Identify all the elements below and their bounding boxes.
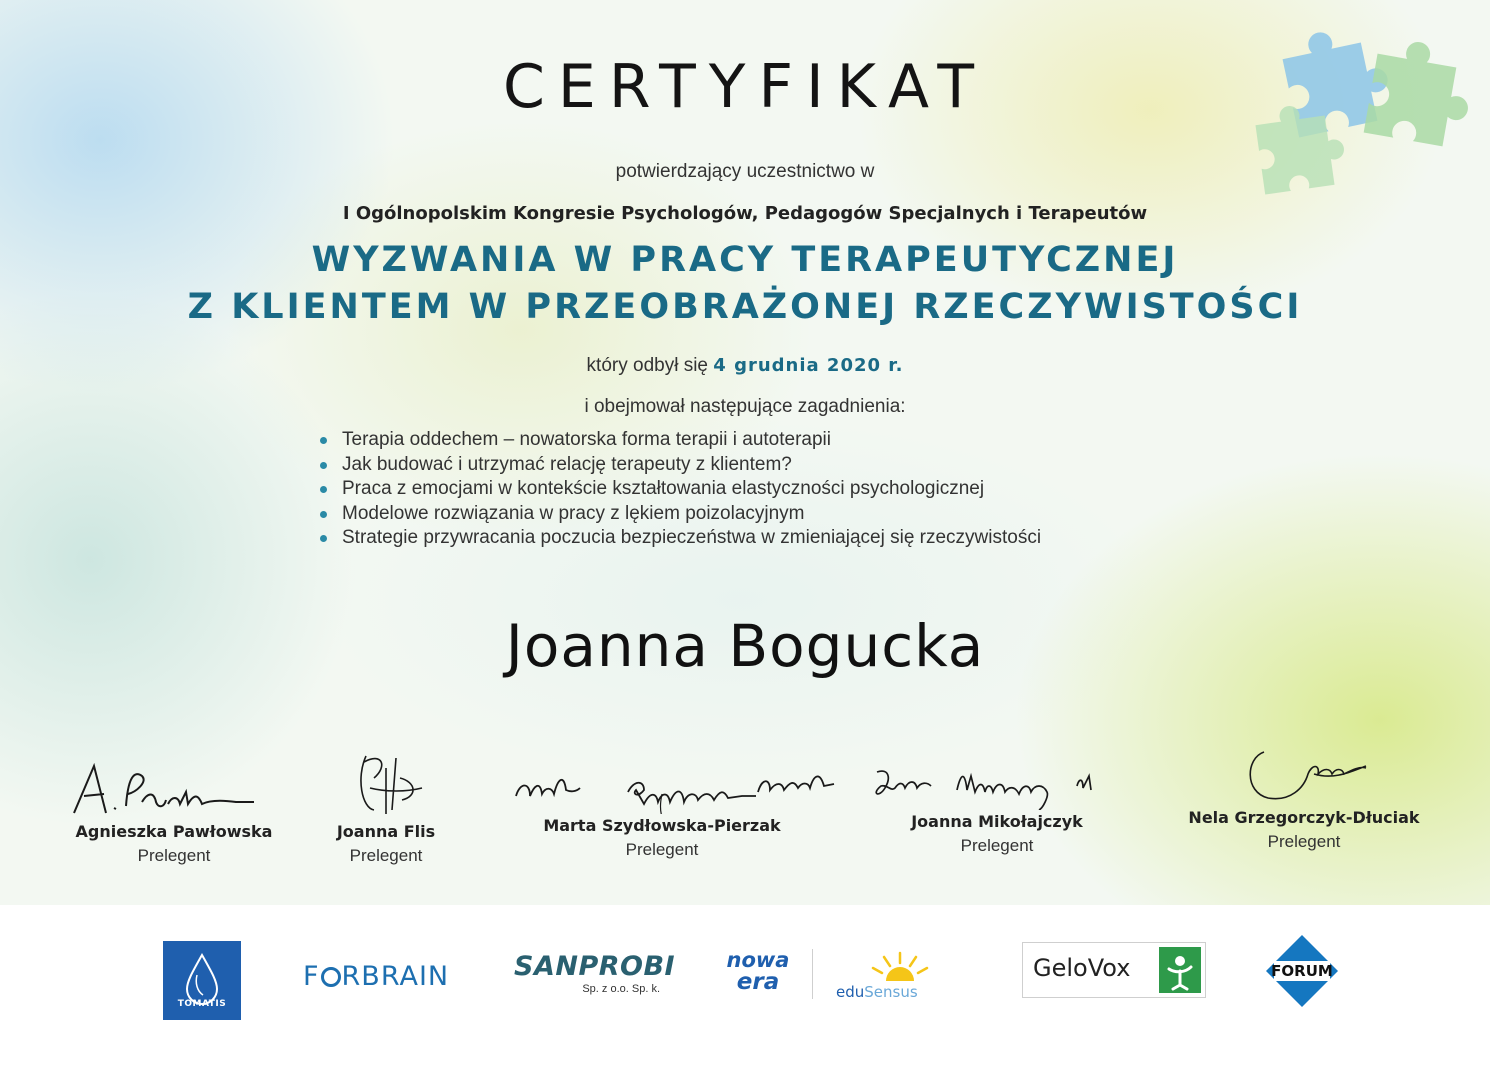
- topics-intro: i obejmował następujące zagadnienia:: [584, 396, 906, 417]
- sponsor-logos-bar: [0, 905, 1490, 1080]
- event-heading-line1: WYZWANIA W PRACY TERAPEUTYCZNEJ: [311, 240, 1179, 280]
- topics-list: [318, 428, 1041, 551]
- signature-image: [1194, 744, 1414, 806]
- logo-divider: [812, 949, 813, 999]
- gelovox-figure-icon: [1159, 947, 1201, 993]
- forum-logo: [1266, 935, 1338, 1007]
- signatory-role: Prelegent: [1267, 832, 1341, 851]
- sanprobi-logo: [514, 951, 676, 995]
- forbrain-rest: RBRAIN: [341, 961, 450, 992]
- sun-icon: [836, 951, 956, 985]
- signature-block: [847, 764, 1147, 856]
- signature-block: [236, 748, 536, 866]
- nowa-era-word1: nowa: [726, 948, 790, 972]
- signature-image: [847, 764, 1147, 810]
- signatory-name: Agnieszka Pawłowska: [75, 822, 273, 841]
- nowa-era-logo: [722, 949, 794, 993]
- signature-image: [326, 748, 446, 820]
- tomatis-logo: [163, 941, 241, 1020]
- signatory-role: Prelegent: [349, 846, 423, 865]
- bullet-icon: [320, 486, 327, 493]
- edusensus-logo: [836, 951, 956, 1001]
- topic-text: Praca z emocjami w kontekście kształtowania elastyczności psychologicznej: [342, 478, 985, 499]
- signatory-name: Joanna Flis: [336, 822, 436, 841]
- forbrain-f: F: [303, 961, 320, 992]
- signatory-role: Prelegent: [137, 846, 211, 865]
- date-prefix: który odbył się: [586, 355, 708, 376]
- nowa-era-word2: era: [736, 969, 780, 995]
- sanprobi-wordmark: SANPROBI: [514, 951, 676, 982]
- sanprobi-company-type: Sp. z o.o. Sp. k.: [582, 983, 660, 995]
- signature-image: [512, 762, 852, 814]
- bullet-icon: [320, 437, 327, 444]
- bullet-icon: [320, 511, 327, 518]
- bullet-icon: [320, 462, 327, 469]
- edusensus-wordmark: eduSensus: [836, 983, 918, 1001]
- topic-text: Strategie przywracania poczucia bezpieczeństwa w zmieniającej się rzeczywistości: [342, 527, 1042, 548]
- topic-item: [318, 526, 1041, 551]
- event-heading-line2: Z KLIENTEM W PRZEOBRAŻONEJ RZECZYWISTOŚCI: [187, 287, 1303, 327]
- certificate-subtitle: potwierdzający uczestnictwo w: [615, 161, 875, 182]
- bullet-icon: [320, 535, 327, 542]
- forum-label: FORUM: [1271, 962, 1333, 980]
- topic-item: [318, 428, 1041, 453]
- signature-block: [1154, 744, 1454, 852]
- topic-item: [318, 453, 1041, 478]
- forbrain-logo: [303, 961, 449, 992]
- signatory-name: Nela Grzegorczyk-Dłuciak: [1188, 808, 1420, 827]
- certificate-title: CERTYFIKAT: [503, 52, 987, 122]
- signature-block: [512, 762, 812, 860]
- signatory-name: Joanna Mikołajczyk: [911, 812, 1083, 831]
- forbrain-headphones-icon: [321, 967, 341, 987]
- tomatis-label: TOMATIS: [177, 999, 227, 1009]
- congress-name: I Ogólnopolskim Kongresie Psychologów, Pedagogów Specjalnych i Terapeutów: [342, 203, 1148, 224]
- signatory-role: Prelegent: [960, 836, 1034, 855]
- topic-item: [318, 477, 1041, 502]
- topic-text: Terapia oddechem – nowatorska forma terapii i autoterapii: [342, 429, 831, 450]
- gelovox-wordmark: GeloVox: [1033, 954, 1131, 982]
- event-date: 4 grudnia 2020 r.: [713, 355, 904, 376]
- event-date-line: [0, 355, 1490, 377]
- signatory-role: Prelegent: [625, 840, 699, 859]
- signatory-name: Marta Szydłowska-Pierzak: [543, 816, 781, 835]
- participant-name: Joanna Bogucka: [505, 612, 985, 680]
- topic-text: Modelowe rozwiązania w pracy z lękiem poizolacyjnym: [342, 502, 805, 524]
- topic-text: Jak budować i utrzymać relację terapeuty z klientem?: [342, 453, 792, 475]
- topic-item: [318, 502, 1041, 527]
- gelovox-logo: [1022, 942, 1206, 998]
